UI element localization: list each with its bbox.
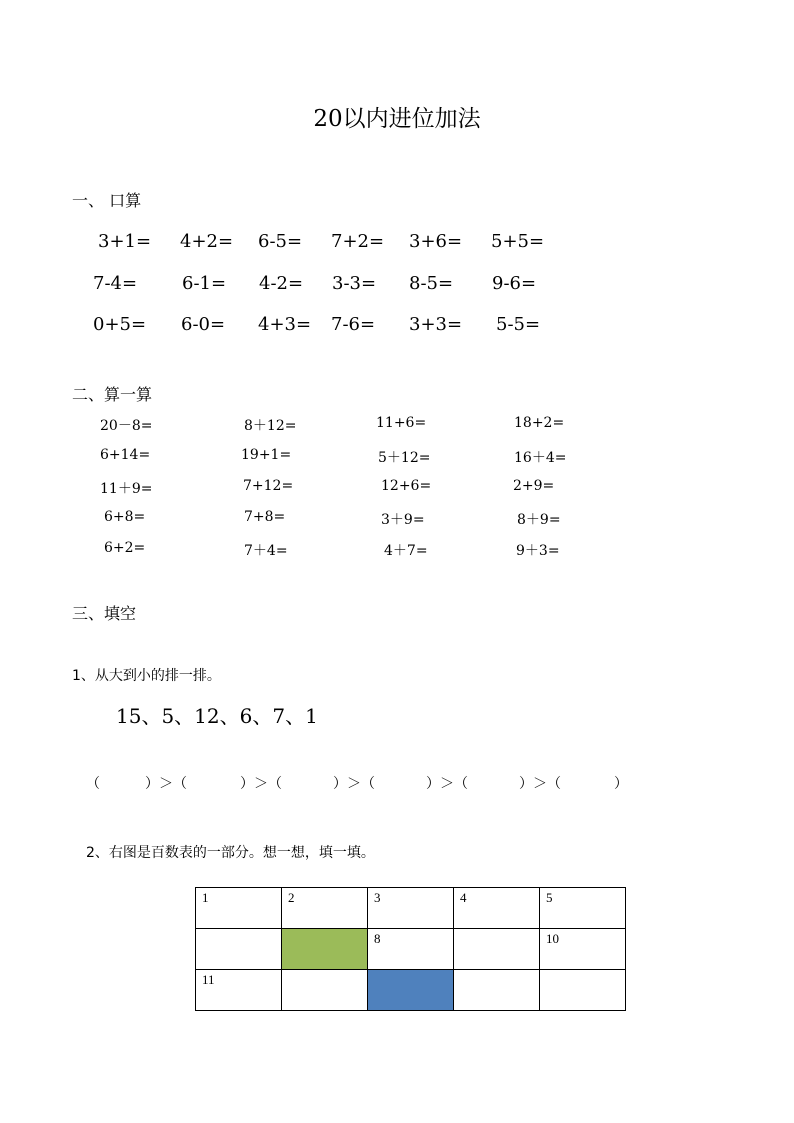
oral-problem: 4+3= (258, 314, 312, 335)
calc-problem: 20－8= (100, 418, 153, 434)
calc-problem: 19+1= (241, 447, 292, 463)
question-2-prompt: 2、右图是百数表的一部分。想一想，填一填。 (86, 845, 375, 861)
page-title: 20以内进位加法 (313, 106, 481, 132)
oral-problem: 6-5= (258, 231, 303, 252)
section-heading-fill-blank: 三、填空 (72, 604, 137, 623)
oral-problem: 3-3= (332, 273, 377, 294)
calc-problem: 7+8= (244, 509, 286, 525)
calc-problem: 18+2= (514, 415, 565, 431)
table-cell (282, 970, 368, 1011)
table-cell: 8 (368, 929, 454, 970)
table-cell: 3 (368, 888, 454, 929)
oral-problem: 7-4= (93, 273, 138, 294)
answer-blank: ）＞（ (240, 776, 282, 792)
calc-problem: 6+14= (100, 447, 151, 463)
calc-problem: 12+6= (381, 478, 432, 494)
calc-problem: 8＋9= (517, 512, 561, 528)
table-cell: 5 (540, 888, 626, 929)
answer-blank: （ (86, 776, 100, 792)
oral-problem: 4-2= (259, 273, 304, 294)
calc-problem: 11+6= (376, 415, 427, 431)
table-row (196, 888, 626, 929)
answer-blank: ）＞（ (426, 776, 468, 792)
calc-problem: 6+2= (104, 540, 146, 556)
section-heading-calculate: 二、算一算 (72, 385, 153, 404)
answer-blank: ）＞（ (519, 776, 561, 792)
blue-highlight-cell (368, 970, 454, 1011)
table-cell: 1 (196, 888, 282, 929)
oral-problem: 0+5= (93, 314, 147, 335)
green-highlight-cell (282, 929, 368, 970)
oral-problem: 5-5= (496, 314, 541, 335)
answer-blank: ）＞（ (333, 776, 375, 792)
calc-problem: 5＋12= (378, 450, 431, 466)
oral-problem: 8-5= (409, 273, 454, 294)
hundred-chart-table (195, 887, 626, 1011)
calc-problem: 4＋7= (384, 543, 428, 559)
calc-problem: 2+9= (513, 478, 555, 494)
calc-problem: 3＋9= (381, 512, 425, 528)
question-1-prompt: 1、从大到小的排一排。 (72, 668, 221, 684)
calc-problem: 16＋4= (514, 450, 567, 466)
section-heading-oral: 一、 口算 (72, 191, 142, 210)
calc-problem: 7＋4= (244, 543, 288, 559)
calc-problem: 6+8= (104, 509, 146, 525)
oral-problem: 7+2= (331, 231, 385, 252)
table-cell: 2 (282, 888, 368, 929)
calc-problem: 9＋3= (516, 543, 560, 559)
table-cell (196, 929, 282, 970)
oral-problem: 6-1= (182, 273, 227, 294)
number-list: 15、5、12、6、7、1 (116, 704, 318, 728)
oral-problem: 3+6= (409, 231, 463, 252)
table-cell: 4 (454, 888, 540, 929)
answer-blank: ）＞（ (145, 776, 187, 792)
oral-problem: 9-6= (492, 273, 537, 294)
table-row (196, 929, 626, 970)
oral-problem: 6-0= (181, 314, 226, 335)
calc-problem: 11＋9= (100, 481, 153, 497)
calc-problem: 8＋12= (244, 418, 297, 434)
table-cell: 10 (540, 929, 626, 970)
table-cell (454, 929, 540, 970)
oral-problem: 4+2= (180, 231, 234, 252)
table-cell: 11 (196, 970, 282, 1011)
table-row (196, 970, 626, 1011)
oral-problem: 5+5= (491, 231, 545, 252)
table-cell (454, 970, 540, 1011)
oral-problem: 7-6= (331, 314, 376, 335)
oral-problem: 3+1= (98, 231, 152, 252)
oral-problem: 3+3= (409, 314, 463, 335)
answer-blank: ） (614, 776, 628, 792)
calc-problem: 7+12= (243, 478, 294, 494)
table-cell (540, 970, 626, 1011)
